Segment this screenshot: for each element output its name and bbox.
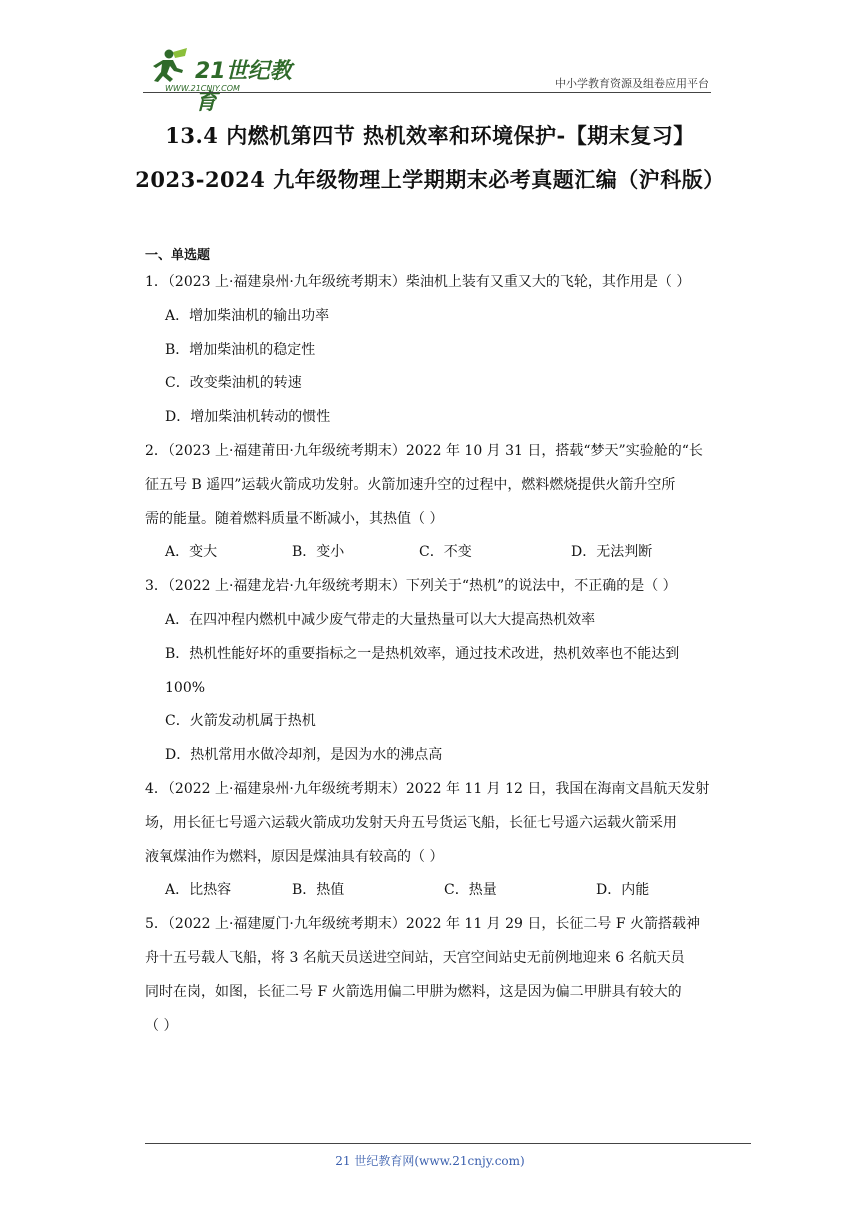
logo-text: 21世纪教育 — [195, 59, 292, 115]
question-1 — [145, 266, 717, 435]
option-c: C．火箭发动机属于热机 — [165, 713, 316, 730]
question-text: 1．（2023 上·福建泉州·九年级统考期末）柴油机上装有又重又大的飞轮，其作用是（ ） — [145, 274, 691, 290]
document-title-line-2: 2023-2024 九年级物理上学期期末必考真题汇编（沪科版） — [135, 167, 725, 192]
question-text: 需的能量。随着燃料质量不断减小，其热值（ ） — [145, 510, 444, 527]
question-3 — [145, 570, 717, 773]
option-d: D．无法判断 — [571, 544, 653, 561]
runner-logo-icon — [143, 48, 193, 86]
option-a: A．比热容 — [165, 882, 232, 899]
question-text: 征五号 B 遥四”运载火箭成功发射。火箭加速升空的过程中，燃料燃烧提供火箭升空所 — [145, 476, 676, 493]
option-d: D．内能 — [596, 882, 650, 899]
question-2 — [145, 435, 717, 570]
section-heading: 一、单选题 — [145, 248, 211, 263]
page-header — [143, 40, 711, 115]
option-d: D．热机常用水做冷却剂，是因为水的沸点高 — [165, 747, 443, 764]
option-a: A．在四冲程内燃机中减少废气带走的大量热量可以大大提高热机效率 — [165, 611, 596, 628]
question-text: 液氧煤油作为燃料，原因是煤油具有较高的（ ） — [145, 848, 444, 865]
option-row — [145, 536, 717, 570]
question-text: 舟十五号载人飞船，将 3 名航天员送进空间站，天宫空间站史无前例地迎来 6 名航天员 — [145, 949, 685, 966]
question-text: 场，用长征七号遥六运载火箭成功发射天舟五号货运飞船，长征七号遥六运载火箭采用 — [145, 814, 677, 831]
question-text: 2．（2023 上·福建莆田·九年级统考期末）2022 年 10 月 31 日，搭载“梦天”实验舱的“长 — [145, 442, 703, 459]
option-b: B．热值 — [292, 882, 345, 899]
footer-divider — [145, 1143, 751, 1144]
header-divider — [143, 92, 711, 93]
option-b: B．增加柴油机的稳定性 — [165, 341, 316, 358]
logo — [143, 48, 313, 115]
document-title-line-1: 13.4 内燃机第四节 热机效率和环境保护-【期末复习】 — [165, 123, 695, 148]
option-row — [145, 874, 717, 908]
option-c: C．改变柴油机的转速 — [165, 375, 302, 392]
question-text: 4．（2022 上·福建泉州·九年级统考期末）2022 年 11 月 12 日，我国在海南文昌航天发射 — [145, 780, 710, 797]
question-4 — [145, 773, 717, 908]
question-list — [145, 266, 717, 1043]
option-b-continued: 100% — [165, 679, 206, 696]
question-5 — [145, 908, 717, 1043]
footer-link[interactable]: 21 世纪教育网(www.21cnjy.com) — [335, 1154, 525, 1168]
option-b: B．热机性能好坏的重要指标之一是热机效率，通过技术改进，热机效率也不能达到 — [165, 645, 680, 662]
question-text: 3．（2022 上·福建龙岩·九年级统考期末）下列关于“热机”的说法中，不正确的是（ ） — [145, 578, 677, 595]
question-text: （ ） — [145, 1017, 178, 1034]
option-c: C．热量 — [444, 882, 497, 899]
question-text: 5．（2022 上·福建厦门·九年级统考期末）2022 年 11 月 29 日，长征二号 F 火箭搭载神 — [145, 916, 701, 933]
question-text: 同时在岗，如图，长征二号 F 火箭选用偏二甲肼为燃料，这是因为偏二甲肼具有较大的 — [145, 983, 682, 1000]
option-b: B．变小 — [292, 544, 345, 561]
platform-name: 中小学教育资源及组卷应用平台 — [555, 77, 709, 90]
option-d: D．增加柴油机转动的惯性 — [165, 409, 331, 426]
option-a: A．变大 — [165, 544, 218, 561]
option-a: A．增加柴油机的输出功率 — [165, 307, 330, 324]
option-c: C．不变 — [419, 544, 472, 561]
logo-url: WWW.21CNJY.COM — [165, 84, 240, 93]
